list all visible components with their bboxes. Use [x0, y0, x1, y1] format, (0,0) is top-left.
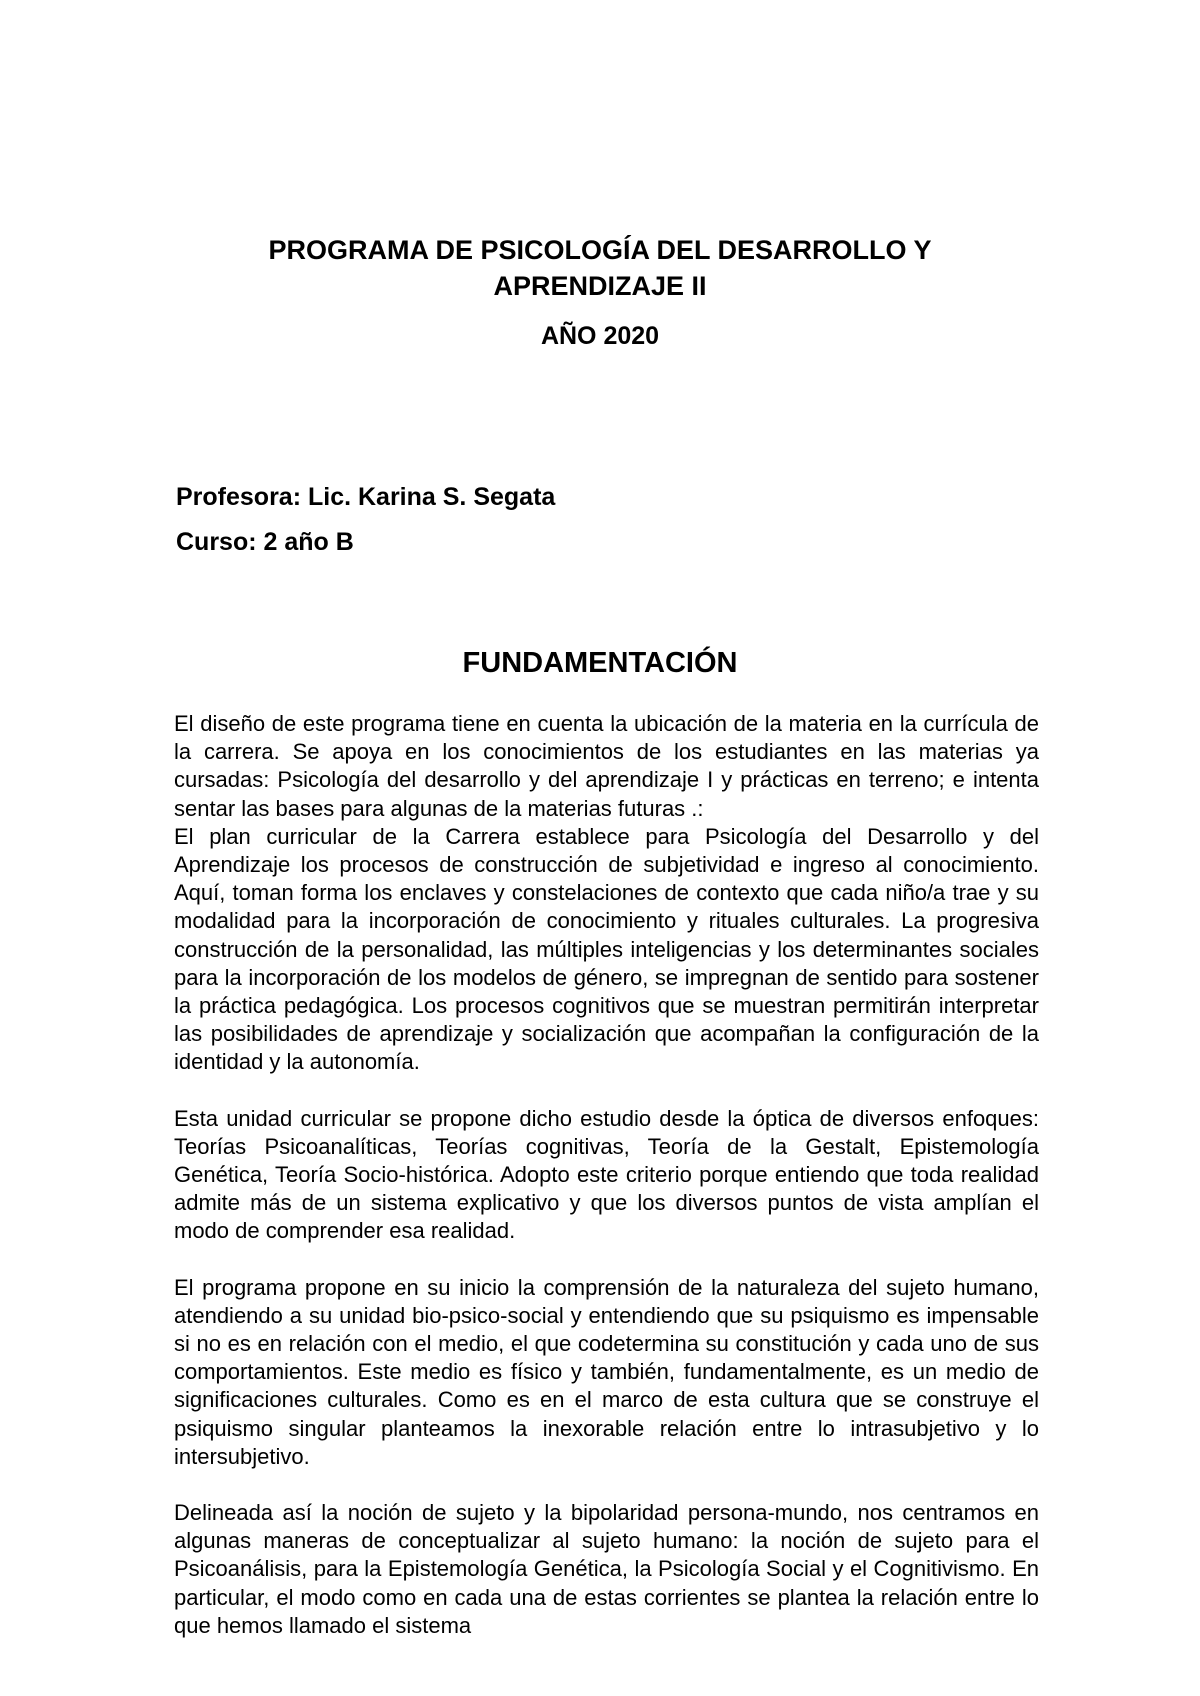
document-year: AÑO 2020 — [540, 322, 660, 350]
paragraph-4: El programa propone en su inicio la comprensión de la naturaleza del sujeto humano, atendiendo a su unidad bio-psico-social y entendiendo que su psiquismo es impensable si no es en relación con el medio, el que codetermina su constitución y cada uno de sus comportamientos. Este medio es físico y también, fundamentalmente, es un medio de significaciones culturales. Como es en el marco de esta cultura que se construye el psiquismo singular planteamos la inexorable relación entre lo intrasubjetivo y lo intersubjetivo. — [174, 1274, 1039, 1469]
document-title-line-2: APRENDIZAJE II — [493, 271, 707, 301]
paragraph-2: El plan curricular de la Carrera establece para Psicología del Desarrollo y del Aprendizaje los procesos de construcción de subjetividad e ingreso al conocimiento. Aquí, toman forma los enclaves y constelaciones de contexto que cada niño/a trae y su modalidad para la incorporación de conocimiento y rituales culturales. La progresiva construcción de la personalidad, las múltiples inteligencias y los determinantes sociales para la incorporación de los modelos de género, se impregnan de sentido para sostener la práctica pedagógica. Los procesos cognitivos que se muestran permitirán interpretar las posibilidades de aprendizaje y socialización que acompañan la configuración de la identidad y la autonomía. — [174, 823, 1039, 1075]
teacher-line: Profesora: Lic. Karina S. Segata — [176, 483, 556, 511]
paragraph-3: Esta unidad curricular se propone dicho estudio desde la óptica de diversos enfoques: Teorías Psicoanalíticas, Teorías cognitivas, Teoría de la Gestalt, Epistemología Genética, Teoría Socio-histórica. Adopto este criterio porque entiendo que toda realidad admite más de un sistema explicativo y que los diversos puntos de vista amplían el modo de comprender esa realidad. — [174, 1105, 1039, 1244]
paragraph-1: El diseño de este programa tiene en cuenta la ubicación de la materia en la currícula de la carrera. Se apoya en los conocimientos de los estudiantes en las materias ya cursadas: Psicología del desarrollo y del aprendizaje I y prácticas en terreno; e intenta sentar las bases para algunas de la materias futuras .: — [174, 711, 1039, 821]
document-title-line-1: PROGRAMA DE PSICOLOGÍA DEL DESARROLLO Y — [268, 235, 932, 265]
body-text — [174, 710, 1039, 1640]
section-heading: FUNDAMENTACIÓN — [462, 647, 738, 679]
course-line: Curso: 2 año B — [176, 528, 354, 556]
course-info — [176, 481, 555, 571]
title-block — [0, 232, 1200, 353]
paragraph-5: Delineada así la noción de sujeto y la bipolaridad persona-mundo, nos centramos en algunas maneras de conceptualizar al sujeto humano: la noción de sujeto para el Psicoanálisis, para la Epistemología Genética, la Psicología Social y el Cognitivismo. En particular, el modo como en cada una de estas corrientes se plantea la relación entre lo que hemos llamado el sistema — [174, 1500, 1039, 1638]
